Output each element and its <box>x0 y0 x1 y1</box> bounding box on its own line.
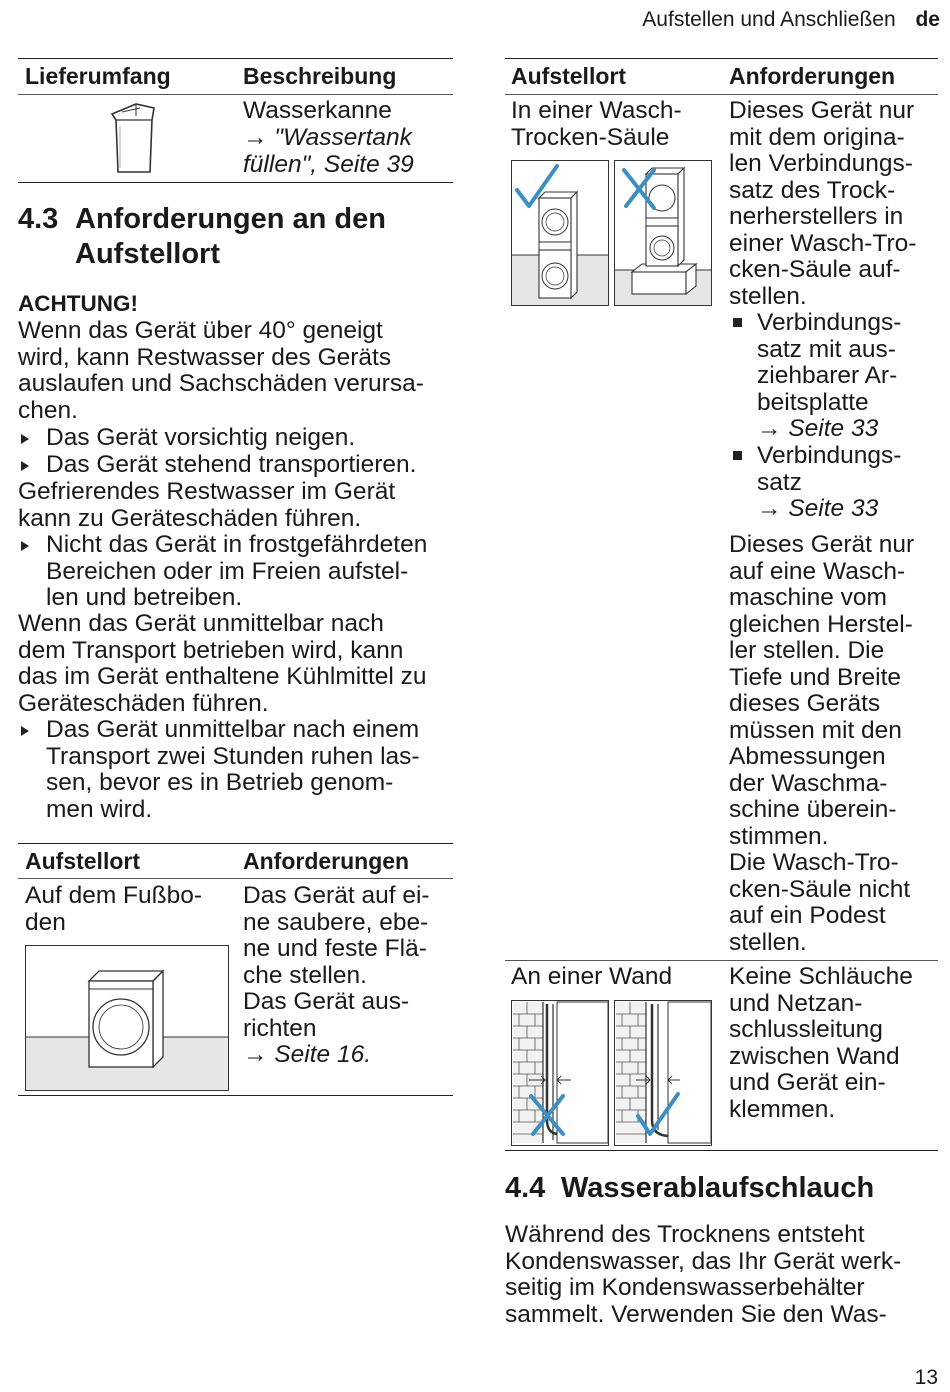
table-header-aufstellort: Aufstellort <box>511 63 626 89</box>
bullet-triangle-icon <box>21 461 29 471</box>
table-header-anforderungen: Anforderungen <box>729 63 896 89</box>
table-row-rule <box>505 960 938 961</box>
bullet-2: Das Gerät stehend transportieren. <box>46 451 417 478</box>
warning-paragraph-2: Gefrierendes Restwasser im Gerät kann zu Geräteschäden führen. <box>18 478 396 532</box>
kit-worktop-ref-link[interactable]: → Seite 33 <box>757 415 879 442</box>
section-44-paragraph: Während des Trocknens entsteht Kondenswasser, das Ihr Gerät werk- seitig im Kondenswasserbehälter sammelt. Verwenden Sie den Was- <box>505 1221 902 1328</box>
table-top-rule <box>18 843 453 844</box>
floor-ref-link[interactable]: → Seite 16. <box>243 1041 372 1068</box>
section-43-title-line1: Anforderungen an den <box>75 203 386 235</box>
table-top-rule <box>18 58 453 59</box>
place-stack: In einer Wasch- Trocken-Säule <box>511 97 682 151</box>
table-header-beschreibung: Beschreibung <box>243 63 397 89</box>
table-header-anforderungen: Anforderungen <box>243 848 410 874</box>
water-jug-icon <box>100 98 170 178</box>
language-code: de <box>915 8 940 31</box>
section-44-number: 4.4 <box>505 1172 546 1204</box>
stack-requirements-2: Dieses Gerät nur auf eine Wasch- maschine vom gleichen Herstel- ler stellen. Die Tiefe und Breite dieses Geräts müssen mit den Abmessungen der Waschma- schine überein- stimmen. Die Wasch-Tro- cken-Säule nicht auf ein Podest stellen. <box>729 531 915 956</box>
floor-placement-illustration <box>25 945 229 1091</box>
section-43-number: 4.3 <box>18 203 59 235</box>
bullet-triangle-icon <box>21 726 29 736</box>
delivery-item-name: Wasserkanne <box>243 97 392 124</box>
bullet-3: Nicht das Gerät in frostgefährdeten Bereichen oder im Freien aufstel- len und betreiben. <box>46 531 428 611</box>
warning-label: ACHTUNG! <box>18 291 138 316</box>
page-number: 13 <box>914 1366 938 1389</box>
list-bullet-square-icon <box>733 318 742 327</box>
list-item-kit: Verbindungs- satz → Seite 33 <box>757 442 902 522</box>
stack-requirements-1: Dieses Gerät nur mit dem origina- len Verbindungs- satz des Trock- nerherstellers in einer Wasch-Tro- cken-Säule auf- stellen. <box>729 97 917 310</box>
table-header-lieferumfang: Lieferumfang <box>25 63 171 89</box>
stack-on-podium-wrong-illustration <box>614 160 712 306</box>
table-header-rule <box>18 878 453 879</box>
table-bottom-rule <box>18 182 453 183</box>
bullet-4: Das Gerät unmittelbar nach einem Transport zwei Stunden ruhen las- sen, bevor es in Betrieb genom- men wird. <box>46 716 420 823</box>
section-43-title-line2: Aufstellort <box>75 238 220 270</box>
warning-paragraph-3: Wenn das Gerät unmittelbar nach dem Transport betrieben wird, kann das im Gerät enthaltene Kühlmittel zu Geräteschäden führen. <box>18 610 427 717</box>
table-top-rule <box>505 58 938 59</box>
section-44-title: Wasserablaufschlauch <box>561 1172 875 1204</box>
table-header-aufstellort: Aufstellort <box>25 848 140 874</box>
wall-wrong-illustration <box>511 1000 609 1146</box>
list-bullet-square-icon <box>733 451 742 460</box>
running-header-title: Aufstellen und Anschließen <box>642 8 896 31</box>
running-header <box>642 8 940 32</box>
wall-requirements: Keine Schläuche und Netzan- schlussleitung zwischen Wand und Gerät ein- klemmen. <box>729 963 913 1123</box>
place-wall: An einer Wand <box>511 963 673 990</box>
delivery-item-ref-line1[interactable]: → "Wassertank <box>243 124 412 151</box>
bullet-1: Das Gerät vorsichtig neigen. <box>46 424 356 451</box>
floor-requirements: Das Gerät auf ei- ne saubere, ebe- ne und feste Flä- che stellen. Das Gerät aus- richten → Seite 16. <box>243 882 430 1068</box>
place-floor: Auf dem Fußbo- den <box>25 882 203 936</box>
list-item-kit-worktop: Verbindungs- satz mit aus- ziehbarer Ar- beitsplatte → Seite 33 <box>757 309 902 442</box>
table-bottom-rule <box>18 1095 453 1096</box>
bullet-triangle-icon <box>21 541 29 551</box>
table-header-rule <box>505 94 938 95</box>
table-bottom-rule <box>505 1150 938 1151</box>
delivery-item-ref-line2[interactable]: füllen", Seite 39 <box>243 151 414 178</box>
warning-paragraph-1: Wenn das Gerät über 40° geneigt wird, kann Restwasser des Geräts auslaufen und Sachschäden verursa- chen. <box>18 317 424 424</box>
stack-correct-illustration <box>511 160 609 306</box>
bullet-triangle-icon <box>21 434 29 444</box>
kit-ref-link[interactable]: → Seite 33 <box>757 495 879 522</box>
table-header-rule <box>18 94 453 95</box>
wall-correct-illustration <box>614 1000 712 1146</box>
